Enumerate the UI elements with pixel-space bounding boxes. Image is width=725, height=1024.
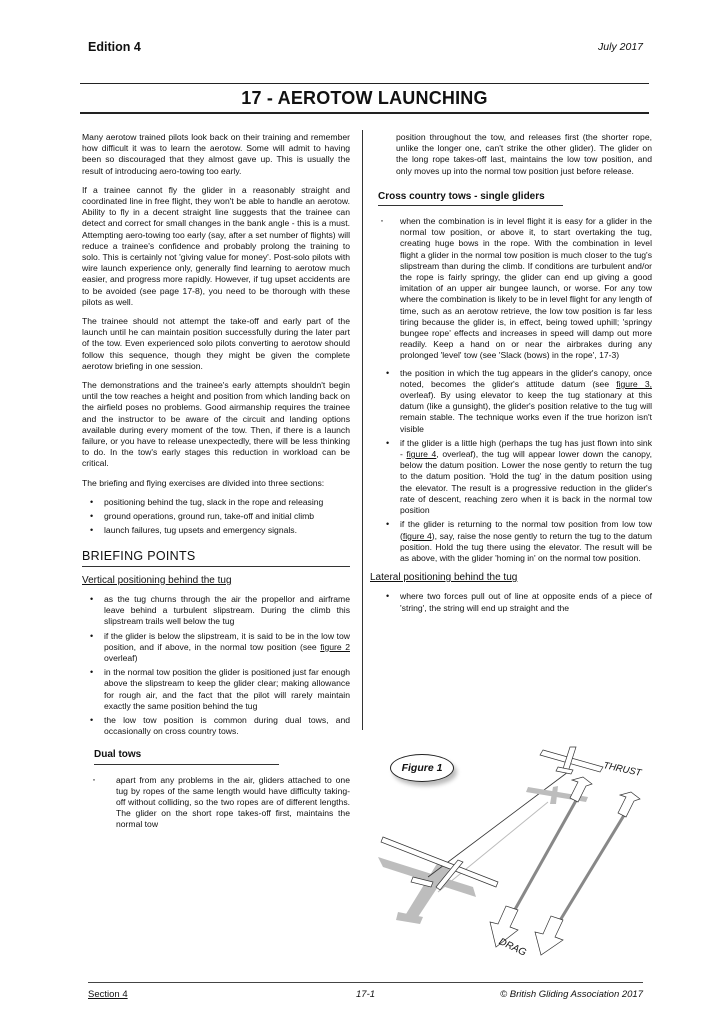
drag-arrow-icon <box>535 916 563 955</box>
title-bar <box>80 83 649 114</box>
list-item: • as the tug churns through the air the propellor and airframe leave behind a turbulent slipstream. During the climb this slipstream trails well below the tug <box>82 594 350 628</box>
list-text: the position in which the tug appears in the glider's canopy, once noted, becomes the glider's attitude datum (see <box>400 367 652 389</box>
figure-4-link[interactable]: figure 4 <box>402 530 432 541</box>
section-label: Section 4 <box>88 989 128 1000</box>
list-text: if the glider is below the slipstream, it is said to be in the low tow position, and if above, in the normal tow position (see <box>104 630 350 652</box>
list-item: • launch failures, tug upsets and emergency signals. <box>82 525 350 536</box>
page-title: 17 - AEROTOW LAUNCHING <box>241 88 488 108</box>
page-number: 17-1 <box>356 989 376 1000</box>
figure-4-link[interactable]: figure 4 <box>406 449 437 460</box>
list-text: if the glider is a little high (perhaps the tug has just flown into sink - <box>400 437 652 460</box>
sections-list <box>82 497 350 537</box>
cross-country-heading: Cross country tows - single gliders <box>378 191 563 206</box>
copyright: © British Gliding Association 2017 <box>500 989 643 1000</box>
list-item: • positioning behind the tug, slack in the rope and releasing <box>82 497 350 508</box>
right-column <box>370 132 653 620</box>
figure-label: Figure 1 <box>390 754 454 782</box>
list-item <box>82 631 350 665</box>
list-item: • where two forces pull out of line at opposite ends of a piece of 'string', the string will end up straight and the <box>378 591 652 613</box>
force-arrow-1 <box>490 777 592 947</box>
edition-label: Edition 4 <box>88 40 141 54</box>
page-header <box>88 40 643 60</box>
lateral-positioning-list <box>378 591 652 613</box>
date-label: July 2017 <box>598 41 643 53</box>
tug-plane-icon <box>540 747 603 774</box>
paragraph-continued: position throughout the tow, and releases first (the shorter rope, unlike the longer one, can't strike the other glider). The glider on the long rope takes-off last, maintains the low tow position, and only moves up into the normal tow position just before release. <box>396 132 652 176</box>
page-footer <box>88 982 643 1003</box>
paragraph: Many aerotow trained pilots look back on their training and remember how difficult it was to learn the aerotow. Some will admit to having been so discouraged that they almost gave up. This is usually the result of introducing aero-towing too early. <box>82 132 350 176</box>
list-item <box>378 438 652 516</box>
left-column <box>82 132 350 837</box>
dual-tows-list <box>82 775 350 831</box>
thrust-arrow-icon <box>618 792 640 817</box>
glider-shadow <box>378 857 476 924</box>
list-text: overleaf). By using elevator to keep the tug stationary at this datum (like a gunsight), the glider's position relative to the tug will remain stable. The technique works even if the true horizon isn't visible <box>400 390 652 434</box>
figure-1 <box>378 742 648 967</box>
paragraph: The trainee should not attempt the take-off and early part of the launch until he can maintain position successfully during the later part of the tow. Even experienced solo pilots converting to aerotow should follow this sequence, though they might be given the complete aerotow briefing in one session. <box>82 316 350 371</box>
cross-country-list <box>370 216 652 362</box>
column-divider <box>362 130 363 730</box>
vertical-positioning-heading: Vertical positioning behind the tug <box>82 574 232 586</box>
datum-list <box>378 368 652 564</box>
briefing-points-heading: BRIEFING POINTS <box>82 551 350 567</box>
dual-tows-heading: Dual tows <box>94 749 279 764</box>
drag-label: DRAG <box>497 936 528 959</box>
list-text: if the glider is returning to the normal tow position from low tow ( <box>400 519 652 541</box>
list-item: • in the normal tow position the glider is positioned just far enough above the slipstream to keep the glider clear; making allowance for rough air, and the fact that the pilot will rarely maintain exactly the same position behind the tug <box>82 667 350 712</box>
figure-3-link[interactable]: figure 3, <box>616 378 652 389</box>
list-text: overleaf) <box>104 652 138 663</box>
list-item: · when the combination is in level flight it is easy for a glider in the normal tow position, or above it, to start overtaking the tug, creating huge bows in the rope. With the combination in level flight a glider in the normal tow position is much closer to the tug's slipstream than during the climb. If conditions are turbulent and/or the rope is fairly springy, the glider can end up giving a good imitation of an upper air bungee launch, or worse. For any tow where the combination is likely to be in level flight for any length of time, such as an aerotow retrieve, the low tow position is far less tiring because the glider is, in effect, being towed uphill; 'springy bungee rope' effects and increases in speed will damp out more readily. Keep a hand on or near the airbrakes during any prolonged 'level' tow (see 'Slack (bows) in the rope', 17-3) <box>370 216 652 362</box>
figure-2-link[interactable]: figure 2 <box>320 641 350 652</box>
list-item <box>378 519 652 564</box>
list-item: · apart from any problems in the air, gliders attached to one tug by ropes of the same length would have difficulty taking-off without colliding, so the two ropes are of different lengths. The glider on the short rope takes-off first, maintains the normal tow <box>82 775 350 831</box>
list-text: ), say, raise the nose gently to return the tug to the datum position. Hold the tug there using the elevator. The result will be as above, with the glider 'homing in' on the normal tow position. <box>400 530 653 563</box>
list-text: , overleaf), the tug will appear lower down the canopy, below the datum position. Lower the nose gently to return the tug to the datum position. 'Hold the tug' in the datum position using the elevator. The result is a progressive reduction in the glider's rate of descent, reaching zero when it is back in the normal tow position <box>400 449 652 516</box>
paragraph: The briefing and flying exercises are divided into three sections: <box>82 477 325 488</box>
tow-rope <box>428 772 568 877</box>
vertical-positioning-list <box>82 594 350 737</box>
list-item: • the low tow position is common during dual tows, and occasionally on cross country tows. <box>82 715 350 737</box>
force-arrow-2 <box>535 792 640 955</box>
lateral-positioning-heading: Lateral positioning behind the tug <box>370 572 518 584</box>
thrust-label: THRUST <box>602 760 643 779</box>
list-item <box>378 368 652 435</box>
paragraph: The demonstrations and the trainee's early attempts shouldn't begin until the tow reaches a height and position from which landing back on the airfield poses no problems. Good airmanship requires the trainee and the instructor to be aware of the circuit and landing options available during every moment of the tow. Then, if there is a launch failure, or you have to release unexpectedly, there will be less thinking to do. In the tow's early stages this reduction in workload can be critical. <box>82 380 350 469</box>
paragraph: If a trainee cannot fly the glider in a reasonably straight and coordinated line in free flight, they won't be able to handle an aerotow. Ability to fly in a decent straight line suggests that the trainee can detect and correct for small changes in the bank angle - this is a must. Attempting aero-towing too early (say, after a set number of flights) will reduce a trainee's confidence and probably prolong the training to solo. This is certainly not 'giving value for money'. Post-solo pilots with wire launch experience only, generally find learning to aerotow much easier, and progress more rapidly. However, if tug upset accidents are to be avoided (see page 17-8), you need to be thorough with these pilots as well. <box>82 184 350 307</box>
list-item: • ground operations, ground run, take-off and initial climb <box>82 511 350 522</box>
